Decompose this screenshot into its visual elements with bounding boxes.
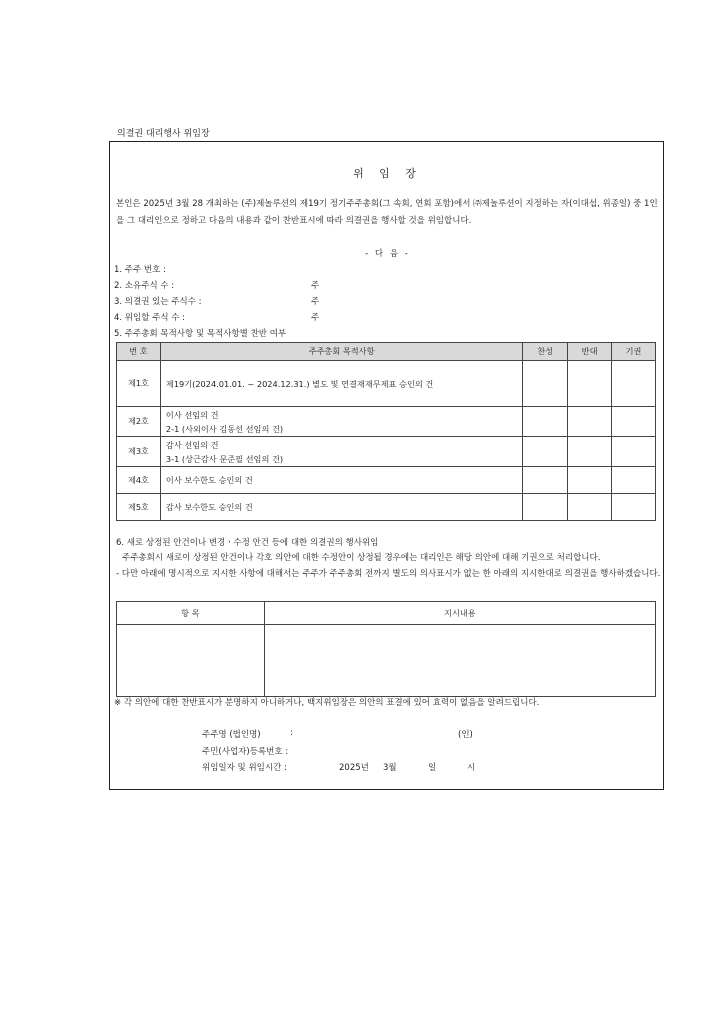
owned-shares-label: 2. 소유주식 수 : — [114, 281, 175, 291]
agenda-row-1 — [117, 361, 656, 407]
agenda-row-line1: 감사 보수한도 승인의 건 — [165, 502, 253, 512]
instruction-item-cell[interactable] — [117, 625, 265, 697]
section6-para2: - 다만 아래에 명시적으로 지시한 사항에 대해서는 주주가 주주총회 전까지 별도의 의사표시가 없는 한 아래의 지시한대로 의결권을 행사하겠습니다. — [116, 569, 661, 579]
agenda-row-4 — [117, 467, 656, 494]
delegated-shares-unit: 주 — [311, 313, 320, 323]
instruction-header-row — [117, 602, 656, 625]
instruction-body-row — [117, 625, 656, 697]
delegation-year: 2025년 — [339, 763, 369, 773]
agenda-row-num: 제3호 — [117, 437, 161, 467]
agenda-row-item — [160, 407, 522, 437]
details-divider: - 다 음 - — [365, 249, 410, 259]
agenda-row-3 — [117, 437, 656, 467]
delegation-month: 3월 — [383, 763, 397, 773]
vote-no-cell-2[interactable] — [568, 407, 612, 437]
instruction-content-cell[interactable] — [264, 625, 655, 697]
agenda-row-num: 제4호 — [117, 467, 161, 494]
delegation-datetime-label: 위임일자 및 위임시간 : — [202, 763, 287, 773]
registration-number-label: 주민(사업자)등록번호 : — [202, 747, 289, 757]
section6-heading: 6. 새로 상정된 안건이나 변경ㆍ수정 안건 등에 대한 의결권의 행사위임 — [116, 538, 379, 548]
voting-shares-unit: 주 — [311, 297, 320, 307]
agenda-row-2 — [117, 407, 656, 437]
instruction-header-content: 지시내용 — [264, 602, 655, 625]
shareholder-name-colon: : — [290, 728, 293, 738]
shareholder-name-label: 주주명 (법인명) — [202, 730, 261, 740]
vote-no-cell-4[interactable] — [568, 467, 612, 494]
vote-yes-cell-2[interactable] — [523, 407, 568, 437]
agenda-header-abstain: 기권 — [612, 343, 656, 361]
agenda-row-line2: 2-1 (사외이사 김동선 선임의 건) — [165, 423, 284, 434]
delegation-hour: 시 — [467, 763, 476, 773]
agenda-row-line1: 감사 선임의 건 — [165, 439, 219, 450]
agenda-row-item — [160, 437, 522, 467]
proxy-form-frame — [109, 141, 664, 790]
agenda-header-row — [117, 343, 656, 361]
validity-note: ※ 각 의안에 대한 찬반표시가 분명하지 아니하거나, 백지위임장은 의안의 표결에 있어 효력이 없음을 알려드립니다. — [114, 698, 540, 708]
vote-no-cell-3[interactable] — [568, 437, 612, 467]
vote-abstain-cell-3[interactable] — [612, 437, 656, 467]
agenda-row-item — [160, 361, 522, 407]
vote-yes-cell-3[interactable] — [523, 437, 568, 467]
vote-abstain-cell-1[interactable] — [612, 361, 656, 407]
agenda-row-5 — [117, 494, 656, 521]
document-label: 의결권 대리행사 위임장 — [117, 129, 210, 139]
intro-paragraph: 본인은 2025년 3월 28 개최하는 (주)제놀루션의 제19기 정기주주총회(그 속회, 연회 포함)에서 ㈜제놀루션이 지정하는 자(이대섭, 위종일) 중 1인을 그 대리인으로 정하고 다음의 내용과 같이 찬반표시에 따라 의결권을 행사할 것을 위임합니다. — [116, 199, 658, 226]
vote-abstain-cell-5[interactable] — [612, 494, 656, 521]
vote-yes-cell-1[interactable] — [523, 361, 568, 407]
owned-shares-unit: 주 — [311, 281, 320, 291]
agenda-row-num: 제2호 — [117, 407, 161, 437]
agenda-row-item — [160, 494, 522, 521]
agenda-header-no: 반대 — [568, 343, 612, 361]
agenda-row-line1: 이사 보수한도 승인의 건 — [165, 475, 253, 485]
agenda-row-item — [160, 467, 522, 494]
instruction-table — [116, 601, 656, 697]
vote-abstain-cell-4[interactable] — [612, 467, 656, 494]
instruction-header-item: 항 목 — [117, 602, 265, 625]
section6-para1: 주주총회시 새로이 상정된 안건이나 각호 의안에 대한 수정안이 상정될 경우에는 대리인은 해당 의안에 대해 기권으로 처리합니다. — [122, 553, 601, 563]
agenda-row-num: 제1호 — [117, 361, 161, 407]
vote-yes-cell-5[interactable] — [523, 494, 568, 521]
delegation-day: 일 — [428, 763, 437, 773]
agenda-header-item: 주주총회 목적사항 — [160, 343, 522, 361]
agenda-row-line1: 이사 선임의 건 — [165, 409, 219, 420]
vote-no-cell-5[interactable] — [568, 494, 612, 521]
seal-mark: (인) — [458, 730, 473, 740]
voting-shares-label: 3. 의결권 있는 주식수 : — [114, 297, 202, 307]
agenda-row-line1: 제19기(2024.01.01. ~ 2024.12.31.) 별도 및 연결재재무제표 승인의 건 — [165, 378, 434, 389]
agenda-table — [116, 342, 656, 521]
vote-no-cell-1[interactable] — [568, 361, 612, 407]
vote-abstain-cell-2[interactable] — [612, 407, 656, 437]
agenda-header-yes: 찬성 — [523, 343, 568, 361]
agenda-section-label: 5. 주주총회 목적사항 및 목적사항별 찬반 여부 — [114, 329, 287, 339]
agenda-row-line2: 3-1 (상근감사 문준필 선임의 건) — [165, 453, 284, 464]
agenda-header-num: 번 호 — [117, 343, 161, 361]
agenda-row-num: 제5호 — [117, 494, 161, 521]
vote-yes-cell-4[interactable] — [523, 467, 568, 494]
form-title: 위 임 장 — [353, 167, 422, 180]
shareholder-number-label: 1. 주주 번호 : — [114, 265, 166, 275]
delegated-shares-label: 4. 위임할 주식 수 : — [114, 313, 186, 323]
